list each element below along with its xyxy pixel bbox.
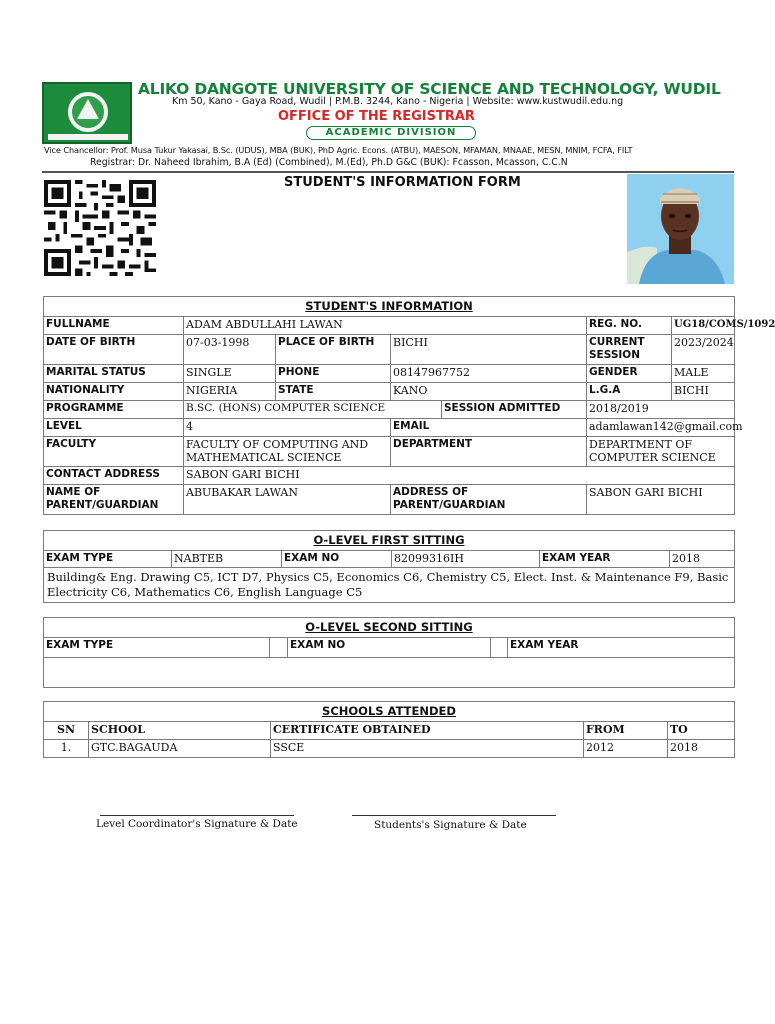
schools-attended-table <box>43 701 735 758</box>
value-contact-address: SABON GARI BICHI <box>184 467 735 485</box>
olevel-first-subjects: Building& Eng. Drawing C5, ICT D7, Physics C5, Economics C6, Chemistry C5, Elect. Inst. & Maintenance F9, Basic Electricity C6, Mathematics C6, English Language C5 <box>44 568 735 603</box>
school-certificate: SSCE <box>271 740 584 758</box>
value-gender: MALE <box>672 365 735 383</box>
coordinator-signature-label: Level Coordinator's Signature & Date <box>96 818 298 830</box>
value-lga: BICHI <box>672 383 735 401</box>
label-email: EMAIL <box>391 419 587 437</box>
value-faculty: FACULTY OF COMPUTING AND MATHEMATICAL SCIENCE <box>184 437 391 467</box>
university-name: ALIKO DANGOTE UNIVERSITY OF SCIENCE AND TECHNOLOGY, WUDIL <box>138 80 721 98</box>
school-name: GTC.BAGAUDA <box>89 740 271 758</box>
vice-chancellor-line: Vice Chancellor: Prof. Musa Tukur Yakasai, B.Sc. (UDUS), MBA (BUK), PhD Agric. Econs. (ATBU), MAESON, MFAMAN, MNAAE, MESN, MNIM, FCFA, FILT <box>44 145 633 155</box>
value-dob: 07-03-1998 <box>184 335 276 365</box>
schools-heading: SCHOOLS ATTENDED <box>322 704 456 718</box>
label-pob: PLACE OF BIRTH <box>276 335 391 365</box>
registrar-line: Registrar: Dr. Naheed Ibrahim, B.A (Ed) (Combined), M.(Ed), Ph.D G&C (BUK): Fcasson, Mcasson, C.C.N <box>90 157 568 168</box>
olevel-first-sitting-table <box>43 530 735 603</box>
label-exam-no-2: EXAM NO <box>288 638 491 658</box>
value-department: DEPARTMENT OF COMPUTER SCIENCE <box>587 437 735 467</box>
school-to: 2018 <box>668 740 735 758</box>
label-faculty: FACULTY <box>44 437 184 467</box>
value-programme: B.SC. (HONS) COMPUTER SCIENCE <box>184 401 442 419</box>
schools-header-to: TO <box>668 722 735 740</box>
label-exam-type-2: EXAM TYPE <box>44 638 270 658</box>
division-badge: ACADEMIC DIVISION <box>306 126 476 140</box>
form-title: STUDENT'S INFORMATION FORM <box>284 175 521 190</box>
olevel-second-heading: O-LEVEL SECOND SITTING <box>305 620 473 634</box>
label-phone: PHONE <box>276 365 391 383</box>
olevel-second-sitting-table <box>43 617 735 688</box>
label-parent-name: NAME OF PARENT/GUARDIAN <box>44 485 184 515</box>
label-nationality: NATIONALITY <box>44 383 184 401</box>
coordinator-signature-line <box>100 815 294 816</box>
student-signature-line <box>352 815 556 816</box>
student-signature-label: Students's Signature & Date <box>374 819 527 831</box>
value-marital-status: SINGLE <box>184 365 276 383</box>
school-from: 2012 <box>584 740 668 758</box>
value-exam-no-1: 82099316IH <box>392 551 540 568</box>
value-nationality: NIGERIA <box>184 383 276 401</box>
value-exam-year-1: 2018 <box>670 551 735 568</box>
value-session-admitted: 2018/2019 <box>587 401 735 419</box>
value-exam-no-2 <box>491 638 508 658</box>
student-photo <box>627 174 734 284</box>
schools-header-certificate: CERTIFICATE OBTAINED <box>271 722 584 740</box>
label-state: STATE <box>276 383 391 401</box>
value-phone: 08147967752 <box>391 365 587 383</box>
value-exam-type-2 <box>270 638 288 658</box>
label-session-admitted: SESSION ADMITTED <box>442 401 587 419</box>
label-parent-address: ADDRESS OF PARENT/GUARDIAN <box>391 485 587 515</box>
student-information-table <box>43 296 775 515</box>
label-dob: DATE OF BIRTH <box>44 335 184 365</box>
label-lga: L.G.A <box>587 383 672 401</box>
label-exam-year-2: EXAM YEAR <box>508 638 735 658</box>
label-level: LEVEL <box>44 419 184 437</box>
header-divider <box>42 171 734 173</box>
schools-header-from: FROM <box>584 722 668 740</box>
value-email: adamlawan142@gmail.com <box>587 419 735 437</box>
value-level: 4 <box>184 419 391 437</box>
value-parent-address: SABON GARI BICHI <box>587 485 735 515</box>
schools-header-school: SCHOOL <box>89 722 271 740</box>
value-exam-type-1: NABTEB <box>172 551 282 568</box>
label-exam-type-1: EXAM TYPE <box>44 551 172 568</box>
table-row <box>44 740 735 758</box>
label-programme: PROGRAMME <box>44 401 184 419</box>
university-logo <box>42 82 132 144</box>
label-current-session: CURRENT SESSION <box>587 335 672 365</box>
label-gender: GENDER <box>587 365 672 383</box>
label-marital-status: MARITAL STATUS <box>44 365 184 383</box>
olevel-first-heading: O-LEVEL FIRST SITTING <box>313 533 465 547</box>
value-fullname: ADAM ABDULLAHI LAWAN <box>184 317 587 335</box>
student-info-heading: STUDENT'S INFORMATION <box>305 299 473 313</box>
university-address: Km 50, Kano - Gaya Road, Wudil | P.M.B. 3244, Kano - Nigeria | Website: www.kustwudil.edu.ng <box>172 96 624 107</box>
label-exam-no-1: EXAM NO <box>282 551 392 568</box>
label-reg-no: REG. NO. <box>587 317 672 335</box>
value-current-session: 2023/2024 <box>672 335 735 365</box>
label-department: DEPARTMENT <box>391 437 587 467</box>
qr-code <box>44 180 156 276</box>
value-pob: BICHI <box>391 335 587 365</box>
label-fullname: FULLNAME <box>44 317 184 335</box>
value-parent-name: ABUBAKAR LAWAN <box>184 485 391 515</box>
label-contact-address: CONTACT ADDRESS <box>44 467 184 485</box>
schools-header-sn: SN <box>44 722 89 740</box>
label-exam-year-1: EXAM YEAR <box>540 551 670 568</box>
olevel-second-subjects <box>44 658 735 688</box>
value-reg-no: UG18/COMS/1092 <box>672 317 735 335</box>
value-state: KANO <box>391 383 587 401</box>
school-sn: 1. <box>44 740 89 758</box>
office-title: OFFICE OF THE REGISTRAR <box>278 109 475 124</box>
